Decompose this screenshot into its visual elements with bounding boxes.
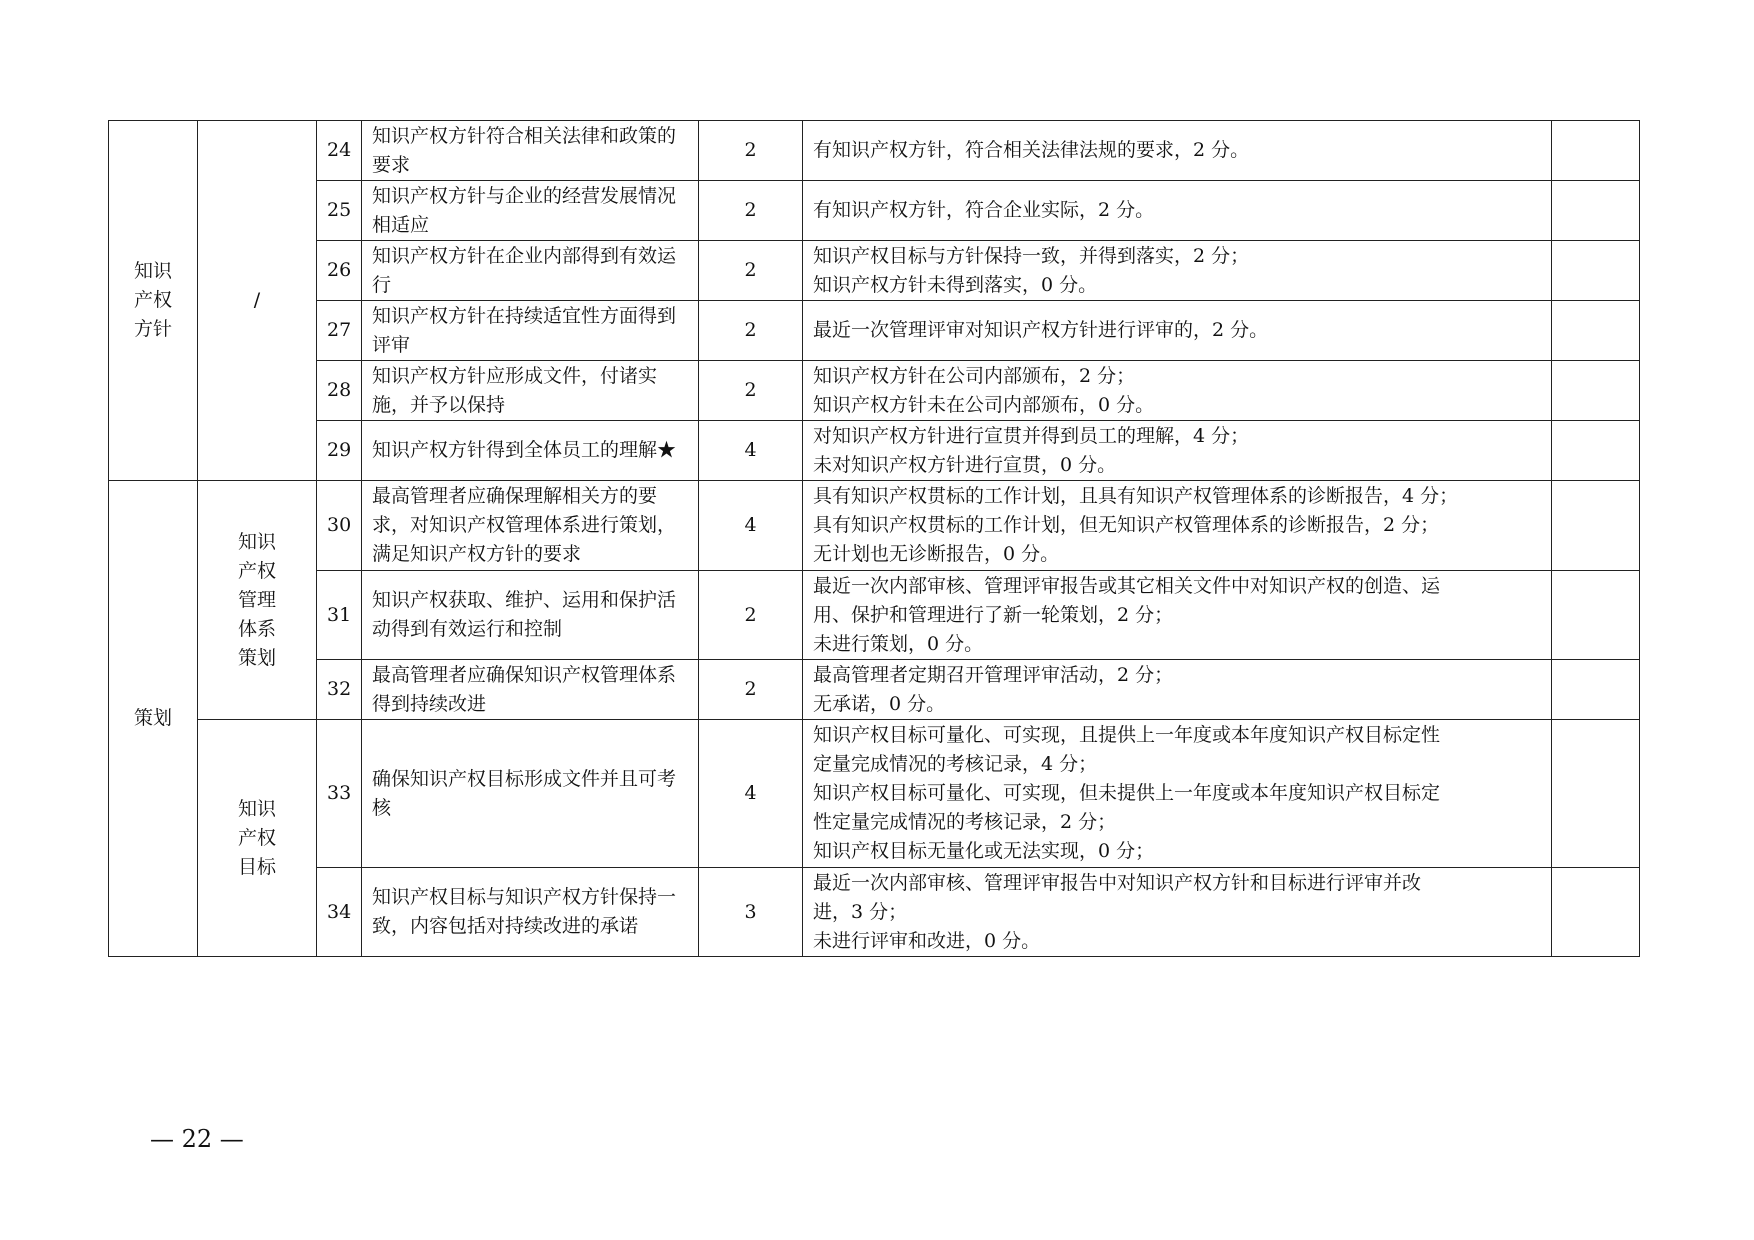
blank-cell	[1552, 868, 1640, 957]
criterion-cell: 知识产权方针得到全体员工的理解★	[362, 421, 699, 481]
scoring-rule-cell	[803, 241, 1552, 301]
table-row	[109, 660, 1640, 720]
rule-line: 知识产权目标可量化、可实现，但未提供上一年度或本年度知识产权目标定	[813, 782, 1441, 804]
item-number: 32	[317, 660, 362, 720]
rule-line: 知识产权方针未得到落实，0 分。	[813, 273, 1098, 296]
rule-line: 定量完成情况的考核记录，4 分；	[813, 753, 1098, 775]
criterion-cell: 最高管理者应确保理解相关方的要求，对知识产权管理体系进行策划，满足知识产权方针的要求	[362, 481, 699, 571]
rule-line: 无承诺，0 分。	[813, 692, 946, 715]
rule-line: 性定量完成情况的考核记录，2 分；	[813, 811, 1117, 833]
group-policy: 知识 产权 方针	[109, 121, 198, 481]
scoring-rule-cell	[803, 121, 1552, 181]
table-row	[109, 421, 1640, 481]
scoring-rule-cell	[803, 301, 1552, 361]
criterion-cell: 最高管理者应确保知识产权管理体系得到持续改进	[362, 660, 699, 720]
score-cell: 2	[699, 241, 803, 301]
blank-cell	[1552, 481, 1640, 571]
page-number: — 22 —	[150, 1125, 244, 1153]
table-row	[109, 481, 1640, 571]
blank-cell	[1552, 181, 1640, 241]
rule-line: 知识产权目标与方针保持一致，并得到落实，2 分；	[813, 244, 1250, 267]
item-number: 25	[317, 181, 362, 241]
rule-line: 无计划也无诊断报告，0 分。	[813, 543, 1060, 565]
table-row	[109, 301, 1640, 361]
rule-line: 未进行策划，0 分。	[813, 632, 984, 655]
item-number: 26	[317, 241, 362, 301]
rule-line: 未对知识产权方针进行宣贯，0 分。	[813, 453, 1117, 476]
rule-line: 最近一次内部审核、管理评审报告中对知识产权方针和目标进行评审并改	[813, 871, 1422, 894]
group-planning-goal: 知识 产权 目标	[198, 720, 317, 957]
score-cell: 2	[699, 181, 803, 241]
scoring-rule-cell	[803, 421, 1552, 481]
item-number: 27	[317, 301, 362, 361]
rule-line: 具有知识产权贯标的工作计划，但无知识产权管理体系的诊断报告，2 分；	[813, 514, 1440, 536]
rule-line: 最近一次管理评审对知识产权方针进行评审的，2 分。	[813, 319, 1269, 341]
rule-line: 未进行评审和改进，0 分。	[813, 929, 1041, 952]
scoring-rule-cell	[803, 481, 1552, 571]
item-number: 30	[317, 481, 362, 571]
blank-cell	[1552, 421, 1640, 481]
item-number: 24	[317, 121, 362, 181]
rule-line: 有知识产权方针，符合企业实际，2 分。	[813, 199, 1155, 221]
criterion-cell: 确保知识产权目标形成文件并且可考核	[362, 720, 699, 868]
table-row	[109, 720, 1640, 868]
rule-line: 知识产权目标可量化、可实现，且提供上一年度或本年度知识产权目标定性	[813, 724, 1441, 746]
scoring-rule-cell	[803, 868, 1552, 957]
criterion-cell: 知识产权方针应形成文件，付诸实施，并予以保持	[362, 361, 699, 421]
criterion-cell: 知识产权获取、维护、运用和保护活动得到有效运行和控制	[362, 571, 699, 660]
scoring-rule-cell	[803, 660, 1552, 720]
score-cell: 2	[699, 571, 803, 660]
group-planning-system: 知识 产权 管理 体系 策划	[198, 481, 317, 720]
rule-line: 知识产权目标无量化或无法实现，0 分；	[813, 840, 1155, 862]
table-row	[109, 868, 1640, 957]
scoring-rule-cell	[803, 571, 1552, 660]
rule-line: 进，3 分；	[813, 900, 908, 923]
rule-line: 最近一次内部审核、管理评审报告或其它相关文件中对知识产权的创造、运	[813, 574, 1441, 597]
blank-cell	[1552, 301, 1640, 361]
blank-cell	[1552, 720, 1640, 868]
table-row	[109, 571, 1640, 660]
score-cell: 4	[699, 421, 803, 481]
score-cell: 4	[699, 481, 803, 571]
score-cell: 2	[699, 660, 803, 720]
item-number: 33	[317, 720, 362, 868]
table-row	[109, 241, 1640, 301]
item-number: 28	[317, 361, 362, 421]
table-row	[109, 181, 1640, 241]
rule-line: 知识产权方针未在公司内部颁布，0 分。	[813, 393, 1155, 416]
rule-line: 有知识产权方针，符合相关法律法规的要求，2 分。	[813, 139, 1250, 161]
item-number: 29	[317, 421, 362, 481]
item-number: 34	[317, 868, 362, 957]
rule-line: 最高管理者定期召开管理评审活动，2 分；	[813, 663, 1174, 686]
criterion-cell: 知识产权方针在持续适宜性方面得到评审	[362, 301, 699, 361]
criterion-cell: 知识产权目标与知识产权方针保持一致，内容包括对持续改进的承诺	[362, 868, 699, 957]
criterion-cell: 知识产权方针符合相关法律和政策的要求	[362, 121, 699, 181]
blank-cell	[1552, 241, 1640, 301]
item-number: 31	[317, 571, 362, 660]
evaluation-table	[108, 120, 1640, 957]
score-cell: 2	[699, 121, 803, 181]
scoring-rule-cell	[803, 181, 1552, 241]
score-cell: 2	[699, 301, 803, 361]
scoring-rule-cell	[803, 720, 1552, 868]
group-planning: 策划	[109, 481, 198, 957]
blank-cell	[1552, 571, 1640, 660]
rule-line: 具有知识产权贯标的工作计划，且具有知识产权管理体系的诊断报告，4 分；	[813, 485, 1459, 507]
criterion-cell: 知识产权方针在企业内部得到有效运行	[362, 241, 699, 301]
blank-cell	[1552, 361, 1640, 421]
score-cell: 4	[699, 720, 803, 868]
score-cell: 2	[699, 361, 803, 421]
score-cell: 3	[699, 868, 803, 957]
group-policy-sub: /	[198, 121, 317, 481]
rule-line: 知识产权方针在公司内部颁布，2 分；	[813, 364, 1136, 387]
scoring-rule-cell	[803, 361, 1552, 421]
criterion-cell: 知识产权方针与企业的经营发展情况相适应	[362, 181, 699, 241]
table-row	[109, 361, 1640, 421]
rule-line: 对知识产权方针进行宣贯并得到员工的理解，4 分；	[813, 424, 1250, 447]
rule-line: 用、保护和管理进行了新一轮策划，2 分；	[813, 603, 1174, 626]
blank-cell	[1552, 121, 1640, 181]
table-row	[109, 121, 1640, 181]
blank-cell	[1552, 660, 1640, 720]
